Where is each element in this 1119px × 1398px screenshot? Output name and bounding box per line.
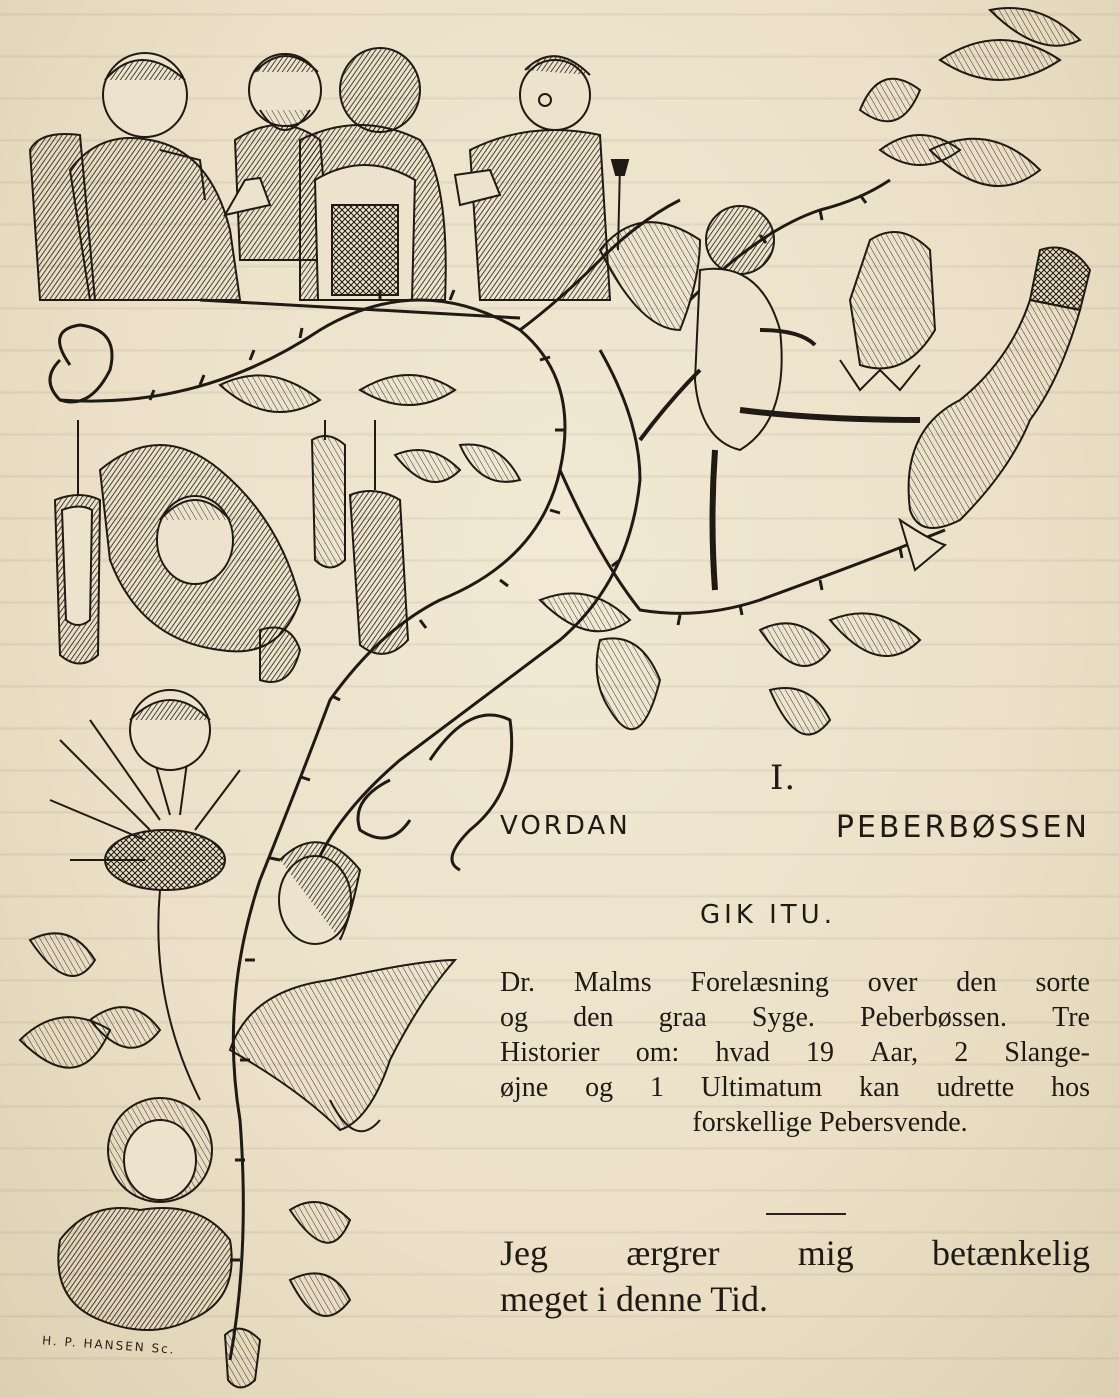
word: den: [573, 1002, 614, 1033]
summary-line: [500, 1105, 1090, 1140]
word: øjne: [500, 1072, 549, 1103]
chapter-title-word-1: VORDAN: [500, 811, 631, 841]
word: om:: [635, 1037, 680, 1068]
card-players-scene: [30, 48, 628, 318]
word: og: [500, 1002, 528, 1033]
word: den: [956, 967, 997, 998]
divider-rule: [766, 1213, 846, 1215]
summary-line: [500, 1000, 1090, 1035]
word: Tre: [1052, 1002, 1090, 1033]
word: meget i denne Tid.: [500, 1279, 768, 1319]
opening-text: [500, 1230, 1090, 1322]
bellflower: [840, 232, 935, 390]
chapter-summary: [500, 965, 1090, 1140]
word: graa: [658, 1002, 707, 1033]
bottom-bud: [225, 1329, 260, 1388]
word: forskellige Pebersvende.: [692, 1107, 968, 1138]
word: Slange-: [1004, 1037, 1090, 1068]
rose-with-face: [100, 445, 300, 682]
summary-line: [500, 1070, 1090, 1105]
word: Forelæsning: [690, 967, 829, 998]
chapter-number: I.: [770, 758, 797, 798]
word: udrette: [936, 1072, 1015, 1103]
word: og: [585, 1072, 614, 1103]
word: Peberbøssen.: [860, 1002, 1007, 1033]
summary-line: [500, 965, 1090, 1000]
chapter-subtitle: GIK ITU.: [700, 900, 836, 930]
word: mig: [797, 1233, 854, 1273]
word: Dr.: [500, 967, 535, 998]
word: Jeg: [500, 1233, 548, 1273]
lily-with-woman: [230, 842, 455, 1131]
chapter-title: [500, 810, 1090, 845]
word: 19: [806, 1037, 835, 1068]
word: ærgrer: [626, 1233, 720, 1273]
chapter-title-word-2: PEBERBØSSEN: [835, 810, 1090, 845]
word: 1: [650, 1072, 664, 1103]
word: Malms: [573, 967, 652, 998]
opening-line: [500, 1230, 1090, 1276]
word: Ultimatum: [700, 1072, 823, 1103]
word: sorte: [1035, 967, 1090, 998]
opening-line: [500, 1276, 1090, 1322]
old-man-face-flower: [58, 1098, 231, 1330]
word: 2: [954, 1037, 969, 1068]
word: kan: [859, 1072, 900, 1103]
word: hvad: [715, 1037, 770, 1068]
engraver-signature: H. P. HANSEN Sc.: [41, 1333, 176, 1357]
word: betænkelig: [931, 1233, 1090, 1273]
summary-line: [500, 1035, 1090, 1070]
word: over: [867, 967, 918, 998]
word: hos: [1051, 1072, 1090, 1103]
word: Syge.: [751, 1002, 815, 1033]
word: Aar,: [870, 1037, 919, 1068]
word: Historier: [500, 1037, 600, 1068]
